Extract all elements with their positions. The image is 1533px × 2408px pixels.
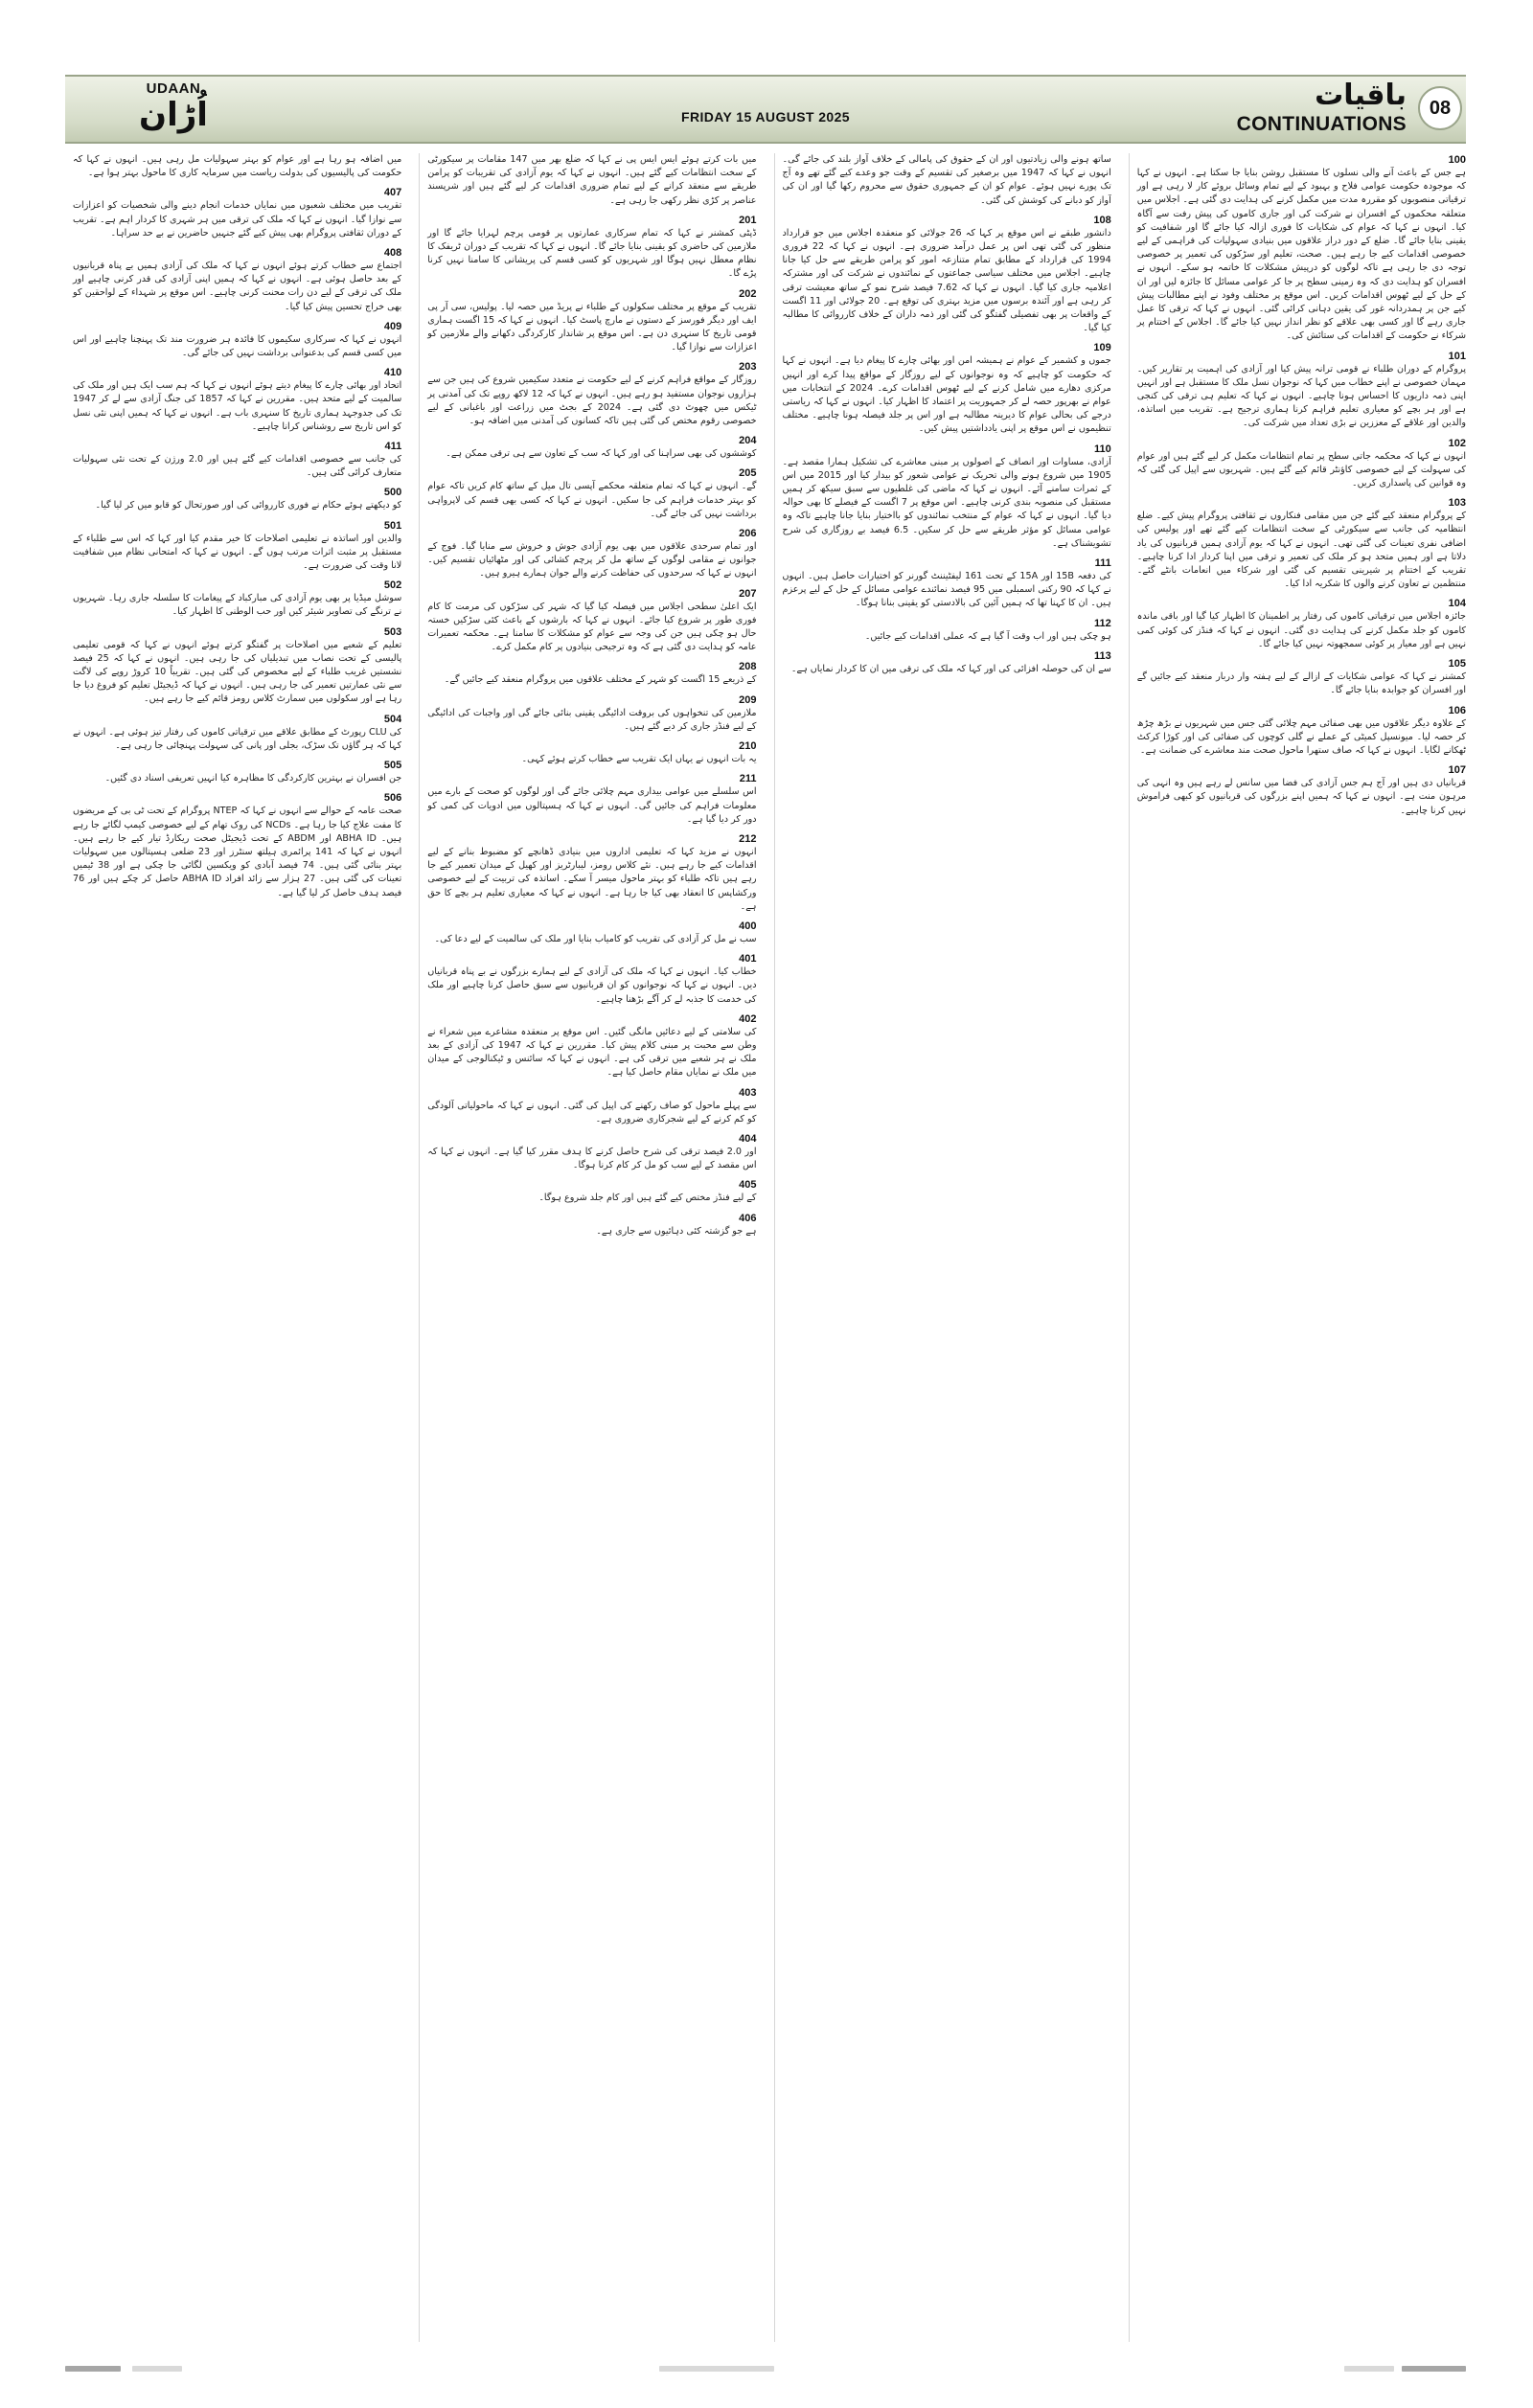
article-item xyxy=(73,320,401,360)
item-text: انہوں نے کہا کہ سرکاری سکیموں کا فائدہ ہر ضرورت مند تک پہنچنا چاہیے اور اس میں کسی قسم کی بدعنوانی برداشت نہیں کی جائے گی۔ xyxy=(73,333,402,359)
article-item xyxy=(427,153,756,208)
item-text: ڈپٹی کمشنر نے کہا کہ تمام سرکاری عمارتوں پر قومی پرچم لہرایا جائے گا اور ملازمین کی حاضری کو یقینی بنایا جائے گا۔ انہوں نے کہا کہ تقریب کے دوران ٹریفک کا نظام معطل نہیں ہوگا اور شہریوں کو کسی قسم کی پریشانی کا سامنا نہیں کرنا پڑے گا۔ xyxy=(427,227,757,280)
item-number: 503 xyxy=(383,625,402,638)
item-text: اتحاد اور بھائی چارے کا پیغام دیتے ہوئے انہوں نے کہا کہ ہم سب ایک ہیں اور ملک کی سالمیت کے لیے متحد ہیں۔ مقررین نے کہا کہ 1857 کی جنگ آزادی سے لے کر 1947 تک کی جدوجہد ہماری تاریخ کا سنہری باب ہے۔ انہوں نے کہا کہ ہمیں اپنی نئی نسل کو اس تاریخ سے روشناس کرانا چاہیے۔ xyxy=(73,380,402,432)
item-number: 204 xyxy=(739,435,757,447)
article-item xyxy=(427,527,756,581)
item-number: 502 xyxy=(383,579,402,592)
article-item xyxy=(1137,350,1466,431)
item-text: میں اضافہ ہو رہا ہے اور عوام کو بہتر سہولیات مل رہی ہیں۔ انہوں نے کہا کہ حکومت کی پالیسیوں کی بدولت ریاست میں سرمایہ کاری کا ماحول بہتر ہوا ہے۔ xyxy=(73,154,402,179)
item-text: جموں و کشمیر کے عوام نے ہمیشہ امن اور بھائی چارے کا پیغام دیا ہے۔ انہوں نے کہا کہ حکومت کو چاہیے کہ وہ نوجوانوں کے لیے روزگار کے مواقع پیدا کرے اور انہیں مرکزی دھارے میں شامل کرنے کے لیے ٹھوس اقدامات کرے۔ 2024 کے انتخابات میں عوام نے بھرپور حصہ لے کر جمہوریت پر اعتماد کا اظہار کیا۔ انہوں نے کہا کہ ریاستی درجے کی بحالی عوام کا دیرینہ مطالبہ ہے اور اس پر جلد فیصلہ ہونا چاہیے۔ مختلف تنظیموں نے اس موقع پر اپنی یادداشتیں پیش کیں۔ xyxy=(782,355,1111,435)
text-column xyxy=(1129,153,1466,2342)
item-number: 100 xyxy=(1448,154,1466,166)
item-number: 111 xyxy=(1094,557,1111,570)
article-item xyxy=(1137,704,1466,759)
item-text: والدین اور اساتذہ نے تعلیمی اصلاحات کا خیر مقدم کیا اور کہا کہ اس سے طلباء کے مستقبل پر مثبت اثرات مرتب ہوں گے۔ انہوں نے کہا کہ امتحانی نظام میں شفافیت لانا وقت کی ضرورت ہے۔ xyxy=(73,533,402,572)
article-item xyxy=(783,557,1111,611)
item-text: اس سلسلے میں عوامی بیداری مہم چلائی جائے گی اور لوگوں کو صحت کے بارے میں معلومات فراہم کی جائیں گی۔ انہوں نے کہا کہ ہسپتالوں میں ادویات کی کمی کو دور کر دیا گیا ہے۔ xyxy=(427,786,757,825)
article-item xyxy=(427,466,756,521)
item-text: کے لیے فنڈز مختص کیے گئے ہیں اور کام جلد شروع ہوگا۔ xyxy=(538,1193,757,1204)
article-item xyxy=(427,1012,756,1080)
article-item xyxy=(427,1212,756,1238)
article-item xyxy=(1137,496,1466,591)
section-title-en: CONTINUATIONS xyxy=(1236,113,1407,135)
footer-bar xyxy=(1402,2366,1466,2372)
article-item xyxy=(1137,763,1466,818)
item-number: 104 xyxy=(1448,598,1466,610)
item-number: 411 xyxy=(384,441,402,453)
article-item xyxy=(427,1132,756,1172)
item-number: 107 xyxy=(1448,764,1466,777)
item-number: 500 xyxy=(383,487,402,499)
article-item xyxy=(1137,153,1466,344)
item-number: 211 xyxy=(739,773,757,785)
item-text: کی جانب سے خصوصی اقدامات کیے گئے ہیں اور 2.0 ورژن کے تحت نئی سہولیات متعارف کرائی گئی ہیں۔ xyxy=(73,454,402,479)
item-number: 506 xyxy=(383,792,402,805)
item-number: 501 xyxy=(383,519,402,532)
item-text: کے علاوہ دیگر علاقوں میں بھی صفائی مہم چلائی گئی جس میں شہریوں نے بڑھ چڑھ کر حصہ لیا۔ میونسپل کمیٹی کے عملے نے گلی کوچوں کی صفائی کی اور کوڑا کرکٹ ٹھکانے لگایا۔ انہوں نے کہا کہ صاف ستھرا ماحول صحت مند معاشرے کی ضمانت ہے۔ xyxy=(1136,717,1466,756)
article-item xyxy=(783,617,1111,644)
article-item xyxy=(427,739,756,766)
item-number: 109 xyxy=(1093,342,1111,354)
article-item xyxy=(427,360,756,428)
item-number: 410 xyxy=(383,367,402,379)
article-item xyxy=(73,713,401,753)
item-text: ہے جس کے باعث آنے والی نسلوں کا مستقبل روشن بنایا جا سکتا ہے۔ انہوں نے کہا کہ موجودہ حکومت عوامی فلاح و بہبود کے لیے تمام وسائل بروئے کار لا رہی ہے اور ترقیاتی منصوبوں کو مقررہ مدت میں مکمل کرنے کی ہدایت دی گئی ہے۔ اجلاس میں متعلقہ محکموں کے افسران نے شرکت کی اور جاری کاموں کی پیش رفت سے آگاہ کیا۔ انہوں نے کہا کہ عوام کی شکایات کا فوری ازالہ کیا جائے گا اور شفافیت کو یقینی بنایا جائے گا۔ ضلع کے دور دراز علاقوں میں بنیادی سہولیات کی فراہمی کے لیے خصوصی اقدامات کیے جا رہے ہیں۔ صحت، تعلیم اور سڑکوں کی تعمیر پر خصوصی توجہ دی جا رہی ہے تاکہ لوگوں کو درپیش مشکلات کا خاتمہ ہو سکے۔ انہوں نے افسران کو ہدایت دی کہ وہ زمینی سطح پر جا کر عوامی مسائل کا جائزہ لیں اور ان کے حل کے لیے ٹھوس اقدامات کریں۔ اس موقع پر مختلف وفود نے اپنے مطالبات پیش کیے جن پر ہمدردانہ غور کی یقین دہانی کرائی گئی۔ انہوں نے کہا کہ ترقی کا عمل جاری رہے گا اور کسی بھی علاقے کو نظر انداز نہیں کیا جائے گا۔ اجلاس کے اختتام پر شرکاء نے حکومت کے اقدامات کی ستائش کی۔ xyxy=(1136,168,1466,342)
item-text: ہو چکی ہیں اور اب وقت آ گیا ہے کہ عملی اقدامات کیے جائیں۔ xyxy=(864,630,1111,642)
item-number: 102 xyxy=(1448,437,1466,449)
item-text: گے۔ انہوں نے کہا کہ تمام متعلقہ محکمے آپسی تال میل کے ساتھ کام کریں تاکہ عوام کو بہتر خدمات فراہم کی جا سکیں۔ انہوں نے کہا کہ کسی بھی قسم کی لاپرواہی برداشت نہیں کی جائے گی۔ xyxy=(427,481,757,519)
item-text: اور 2.0 فیصد ترقی کی شرح حاصل کرنے کا ہدف مقرر کیا گیا ہے۔ انہوں نے کہا کہ اس مقصد کے لیے سب کو مل کر کام کرنا ہوگا۔ xyxy=(427,1146,757,1171)
item-number: 504 xyxy=(383,713,402,725)
item-text: ساتھ ہونے والی زیادتیوں اور ان کے حقوق کی پامالی کے خلاف آواز بلند کی جائے گی۔ انہوں نے کہا کہ 1947 میں برصغیر کی تقسیم کے وقت جو وعدے کیے گئے تھے وہ آج تک پورے نہیں ہوئے۔ عوام کو ان کے جمہوری حقوق سے محروم رکھا گیا اور ان کی آواز کو دبانے کی کوشش کی گئی۔ xyxy=(782,154,1111,206)
article-item xyxy=(427,952,756,1007)
article-item xyxy=(73,625,401,707)
section-title-ur: باقیات xyxy=(1315,79,1407,112)
article-item xyxy=(73,366,401,434)
item-text: کی دفعہ 15B اور 15A کے تحت 161 لیفٹیننٹ گورنر کو اختیارات حاصل ہیں۔ انہوں نے کہا کہ 90 رکنی اسمبلی میں 95 فیصد نمائندے عوامی مسائل کے حل کے لیے پرعزم ہیں۔ ان کا کہنا تھا کہ ہمیں آئین کی بالادستی کو یقینی بنانا ہوگا۔ xyxy=(782,571,1111,609)
article-item xyxy=(427,214,756,282)
item-text: ہے جو گزشتہ کئی دہائیوں سے جاری ہے۔ xyxy=(596,1225,757,1237)
footer-bar xyxy=(659,2366,774,2372)
item-text: کے ذریعے 15 اگست کو شہر کے مختلف علاقوں میں پروگرام منعقد کیے جائیں گے۔ xyxy=(444,674,757,686)
item-number: 110 xyxy=(1094,443,1111,455)
item-number: 212 xyxy=(739,832,757,845)
article-item xyxy=(73,440,401,480)
article-item xyxy=(783,649,1111,676)
item-text: اور تمام سرحدی علاقوں میں بھی یوم آزادی جوش و خروش سے منایا گیا۔ فوج کے جوانوں نے مقامی لوگوں کے ساتھ مل کر پرچم کشائی کی اور مٹھائیاں تقسیم کیں۔ انہوں نے کہا کہ سرحدوں کی حفاظت کرنے والے جوان ہمارے ہیرو ہیں۔ xyxy=(427,541,757,579)
item-text: قربانیاں دی ہیں اور آج ہم جس آزادی کی فضا میں سانس لے رہے ہیں وہ انہی کی مرہون منت ہے۔ انہوں نے کہا کہ ہمیں اپنے بزرگوں کی قربانیوں کو کبھی فراموش نہیں کرنا چاہیے۔ xyxy=(1136,778,1466,816)
article-item xyxy=(427,1086,756,1126)
footer-bar xyxy=(1344,2366,1394,2372)
article-item xyxy=(427,693,756,734)
item-text: سب نے مل کر آزادی کی تقریب کو کامیاب بنایا اور ملک کی سالمیت کے لیے دعا کی۔ xyxy=(434,933,757,944)
text-column xyxy=(419,153,756,2342)
item-text: تعلیم کے شعبے میں اصلاحات پر گفتگو کرتے ہوئے انہوں نے کہا کہ قومی تعلیمی پالیسی کے تحت نصاب میں تبدیلیاں کی جا رہی ہیں۔ انہوں نے کہا کہ 25 فیصد نشستیں غریب طلباء کے لیے مخصوص کی گئی ہیں۔ تقریباً 10 کروڑ روپے کی لاگت سے نئی عمارتیں تعمیر کی جا رہی ہیں۔ انہوں نے کہا کہ ڈیجیٹل تعلیم کو فروغ دیا جا رہا ہے اور سکولوں میں سمارٹ کلاس رومز قائم کیے جا رہے ہیں۔ xyxy=(73,639,402,705)
article-item xyxy=(427,660,756,687)
item-text: کو دیکھتے ہوئے حکام نے فوری کارروائی کی اور صورتحال کو قابو میں کر لیا گیا۔ xyxy=(95,500,402,511)
article-item xyxy=(427,287,756,355)
item-number: 402 xyxy=(739,1012,757,1025)
item-text: میں بات کرتے ہوئے ایس ایس پی نے کہا کہ ضلع بھر میں 147 مقامات پر سیکورٹی کے سخت انتظامات کیے گئے ہیں۔ انہوں نے کہا کہ یوم آزادی کی تقریبات کو پرامن طریقے سے منعقد کرانے کے لیے تمام ضروری اقدامات کر لیے گئے ہیں اور شرپسند عناصر پر کڑی نظر رکھی جا رہی ہے۔ xyxy=(427,154,757,206)
item-text: یہ بات انہوں نے یہاں ایک تقریب سے خطاب کرتے ہوئے کہی۔ xyxy=(521,754,757,765)
article-item xyxy=(783,153,1111,208)
item-text: کی سلامتی کے لیے دعائیں مانگی گئیں۔ اس موقع پر منعقدہ مشاعرے میں شعراء نے وطن سے محبت پر مبنی کلام پیش کیا۔ مقررین نے کہا کہ 1947 کی آزادی کے بعد ملک نے ہر شعبے میں ترقی کی ہے۔ انہوں نے کہا کہ سائنس و ٹیکنالوجی کے میدان میں ملک نے نمایاں مقام حاصل کیا ہے۔ xyxy=(427,1026,757,1079)
item-number: 505 xyxy=(383,760,402,772)
item-text: جن افسران نے بہترین کارکردگی کا مظاہرہ کیا انہیں تعریفی اسناد دی گئیں۔ xyxy=(104,773,402,784)
article-item xyxy=(427,772,756,827)
item-number: 112 xyxy=(1094,617,1111,629)
item-text: ایک اعلیٰ سطحی اجلاس میں فیصلہ کیا گیا کہ شہر کی سڑکوں کی مرمت کا کام فوری طور پر شروع کیا جائے۔ انہوں نے کہا کہ بارشوں کے باعث کئی سڑکیں خستہ حال ہو چکی ہیں جن کی وجہ سے عوام کو مشکلات کا سامنا ہے۔ محکمہ تعمیرات عامہ کو ہدایت دی گئی ہے کہ وہ ترجیحی بنیادوں پر کام مکمل کرے۔ xyxy=(427,601,757,653)
footer-bar xyxy=(65,2366,121,2372)
item-text: تقریب میں مختلف شعبوں میں نمایاں خدمات انجام دینے والی شخصیات کو اعزازات سے نوازا گیا۔ انہوں نے کہا کہ ملک کی ترقی میں ہر شہری کا کردار اہم ہے۔ تقریب کے دوران ثقافتی پروگرام بھی پیش کیے گئے جنہیں حاضرین نے بے حد سراہا۔ xyxy=(73,200,402,239)
article-item xyxy=(73,519,401,574)
article-item xyxy=(783,443,1111,551)
item-number: 205 xyxy=(739,467,757,480)
item-number: 101 xyxy=(1448,350,1466,362)
item-text: کمشنر نے کہا کہ عوامی شکایات کے ازالے کے لیے ہفتہ وار دربار منعقد کیے جائیں گے اور افسران کو جوابدہ بنایا جائے گا۔ xyxy=(1136,671,1466,696)
item-number: 404 xyxy=(739,1132,757,1145)
article-item xyxy=(73,759,401,785)
brand-name-ur: اُڑان xyxy=(139,96,208,134)
article-columns xyxy=(65,153,1466,2342)
item-number: 409 xyxy=(383,320,402,332)
item-number: 400 xyxy=(739,920,757,932)
item-text: خطاب کیا۔ انہوں نے کہا کہ ملک کی آزادی کے لیے ہمارے بزرگوں نے بے پناہ قربانیاں دیں۔ انہوں نے کہا کہ نوجوانوں کو ان قربانیوں سے سبق حاصل کرنا چاہیے اور ملک کی خدمت کا جذبہ لے کر آگے بڑھنا چاہیے۔ xyxy=(427,966,757,1005)
item-number: 201 xyxy=(739,214,757,226)
item-text: کوششوں کی بھی سراہنا کی اور کہا کہ سب کے تعاون سے ہی ترقی ممکن ہے۔ xyxy=(446,448,757,460)
item-number: 403 xyxy=(739,1086,757,1099)
item-text: روزگار کے مواقع فراہم کرنے کے لیے حکومت نے متعدد سکیمیں شروع کی ہیں جن سے ہزاروں نوجوان مستفید ہو رہے ہیں۔ انہوں نے کہا کہ 12 لاکھ روپے تک کی آمدنی پر ٹیکس میں چھوٹ دی گئی ہے۔ 2024 کے بجٹ میں زراعت اور باغبانی کے لیے خصوصی رقوم مختص کی گئی ہیں تاکہ کسانوں کی آمدنی میں اضافہ ہو۔ xyxy=(427,375,757,427)
article-item xyxy=(427,1178,756,1205)
item-number: 108 xyxy=(1093,214,1111,226)
item-text: جائزہ اجلاس میں ترقیاتی کاموں کی رفتار پر اطمینان کا اظہار کیا گیا اور باقی ماندہ کاموں کو جلد مکمل کرنے کی ہدایت دی گئی۔ انہوں نے کہا کہ فنڈز کی کوئی کمی نہیں ہے اور معیار پر کوئی سمجھوتہ نہیں کیا جائے گا۔ xyxy=(1136,611,1466,649)
item-text: سے ان کی حوصلہ افزائی کی اور کہا کہ ملک کی ترقی میں ان کا کردار نمایاں ہے۔ xyxy=(790,663,1111,674)
article-item xyxy=(783,214,1111,336)
article-item xyxy=(73,153,401,180)
page-number-badge: 08 xyxy=(1418,86,1462,130)
section-title xyxy=(1237,79,1407,136)
article-item xyxy=(1137,437,1466,491)
item-number: 106 xyxy=(1448,704,1466,716)
masthead xyxy=(65,75,1466,144)
item-number: 405 xyxy=(739,1179,757,1192)
article-item xyxy=(1137,597,1466,651)
article-item xyxy=(73,791,401,899)
item-number: 103 xyxy=(1448,497,1466,510)
item-text: سے پہلے ماحول کو صاف رکھنے کی اپیل کی گئی۔ انہوں نے کہا کہ ماحولیاتی آلودگی کو کم کرنے کے لیے شجرکاری ضروری ہے۔ xyxy=(427,1100,757,1124)
item-number: 203 xyxy=(739,361,757,374)
item-number: 210 xyxy=(739,740,757,753)
brand-name-en: UDAAN xyxy=(146,80,201,97)
issue-date: FRIDAY 15 AUGUST 2025 xyxy=(681,109,850,125)
item-text: تقریب کے موقع پر مختلف سکولوں کے طلباء نے پریڈ میں حصہ لیا۔ پولیس، سی آر پی ایف اور دیگر فورسز کے دستوں نے مارچ پاسٹ کیا۔ انہوں نے کہا کہ 15 اگست ہماری قومی تاریخ کا سنہری دن ہے۔ اس موقع پر شاندار کارکردگی دکھانے والے ملازمین کو اعزازات سے نوازا گیا۔ xyxy=(427,301,757,353)
article-item xyxy=(73,486,401,512)
item-text: کی CLU رپورٹ کے مطابق علاقے میں ترقیاتی کاموں کی رفتار تیز ہوئی ہے۔ انہوں نے کہا کہ ہر گاؤں تک سڑک، بجلی اور پانی کی سہولت پہنچائی جا رہی ہے۔ xyxy=(73,726,402,751)
item-number: 408 xyxy=(383,247,402,260)
item-number: 407 xyxy=(383,187,402,199)
article-item xyxy=(783,341,1111,436)
item-number: 206 xyxy=(739,528,757,540)
item-text: انہوں نے کہا کہ محکمہ جاتی سطح پر تمام انتظامات مکمل کر لیے گئے ہیں اور عوام کی سہولت کے لیے خصوصی کاؤنٹر قائم کیے گئے ہیں۔ شہریوں سے اپیل کی گئی کہ وہ قوانین کی پاسداری کریں۔ xyxy=(1136,450,1466,489)
item-text: سوشل میڈیا پر بھی یوم آزادی کی مبارکباد کے پیغامات کا سلسلہ جاری رہا۔ شہریوں نے ترنگے کی تصاویر شیئر کیں اور حب الوطنی کا اظہار کیا۔ xyxy=(73,593,402,618)
article-item xyxy=(427,434,756,461)
item-number: 207 xyxy=(739,587,757,600)
article-item xyxy=(73,246,401,314)
item-number: 406 xyxy=(739,1212,757,1224)
text-column xyxy=(774,153,1111,2342)
item-number: 202 xyxy=(739,287,757,300)
article-item xyxy=(1137,657,1466,697)
item-text: پروگرام کے دوران طلباء نے قومی ترانہ پیش کیا اور آزادی کی اہمیت پر تقاریر کیں۔ مہمان خصوصی نے اپنے خطاب میں کہا کہ نوجوان نسل ملک کا مستقبل ہے اور انہیں اپنی ذمہ داریوں کا احساس ہونا چاہیے۔ انہوں نے کہا کہ تعلیم ہی ترقی کی کنجی ہے اور ہر بچے کو معیاری تعلیم فراہم کرنا ہماری ترجیح ہے۔ تقریب میں اساتذہ، والدین اور علاقے کے معززین نے بڑی تعداد میں شرکت کی۔ xyxy=(1136,363,1466,429)
item-text: آزادی، مساوات اور انصاف کے اصولوں پر مبنی معاشرے کی تشکیل ہمارا مقصد ہے۔ 1905 میں شروع ہونے والی تحریک نے عوامی شعور کو بیدار کیا اور 2015 میں اس کے ثمرات سامنے آئے۔ انہوں نے کہا کہ ماضی کی غلطیوں سے سبق سیکھ کر ہمیں مستقبل کی منصوبہ بندی کرنی چاہیے۔ اس موقع پر 7 اگست کے فیصلے کا بھی حوالہ دیا گیا۔ انہوں نے کہا کہ عوام کے منتخب نمائندوں کو بااختیار بنایا جانا چاہیے تاکہ وہ عوامی مسائل کو مؤثر طریقے سے حل کر سکیں۔ 6.5 فیصد بے روزگاری کی شرح تشویشناک ہے۔ xyxy=(782,456,1111,549)
item-text: دانشور طبقے نے اس موقع پر کہا کہ 26 جولائی کو منعقدہ اجلاس میں جو قرارداد منظور کی گئی تھی اس پر عمل درآمد ضروری ہے۔ انہوں نے کہا کہ 22 فروری 1994 کی قرارداد کے مطابق تمام متنازعہ امور کو پرامن طریقے سے حل کیا جانا چاہیے۔ اجلاس میں مختلف سیاسی جماعتوں کے نمائندوں نے شرکت کی اور مشترکہ اعلامیہ جاری کیا گیا۔ انہوں نے کہا کہ 7.62 فیصد شرح نمو کے ساتھ معیشت ترقی کر رہی ہے اور آئندہ برسوں میں مزید بہتری کی توقع ہے۔ 20 جولائی اور 11 اگست کے واقعات پر بھی تفصیلی گفتگو کی گئی اور ذمہ داران کے خلاف کارروائی کا مطالبہ کیا گیا۔ xyxy=(782,227,1111,334)
text-column xyxy=(65,153,401,2342)
item-text: صحت عامہ کے حوالے سے انہوں نے کہا کہ NTEP پروگرام کے تحت ٹی بی کے مریضوں کا مفت علاج کیا جا رہا ہے۔ NCDs کی روک تھام کے لیے خصوصی کیمپ لگائے جا رہے ہیں۔ ABHA ID اور ABDM کے تحت ڈیجیٹل صحت ریکارڈ تیار کیے جا رہے ہیں۔ انہوں نے کہا کہ 141 پرائمری ہیلتھ سنٹرز اور 23 ضلعی ہسپتالوں میں سہولیات بہتر بنائی گئی ہیں۔ 74 فیصد آبادی کو ویکسین لگائی جا چکی ہے اور 38 ٹیمیں تعینات کی گئی ہیں۔ 27 ہزار سے زائد افراد ABHA ID حاصل کر چکے ہیں اور 76 فیصد ہدف حاصل کر لیا گیا ہے۔ xyxy=(73,806,402,898)
brand-logo xyxy=(121,80,226,133)
article-item xyxy=(427,832,756,914)
article-item xyxy=(427,920,756,946)
article-item xyxy=(73,579,401,619)
item-number: 208 xyxy=(739,661,757,673)
item-text: انہوں نے مزید کہا کہ تعلیمی اداروں میں بنیادی ڈھانچے کو مضبوط بنانے کے لیے اقدامات کیے جا رہے ہیں۔ نئے کلاس رومز، لیبارٹریز اور کھیل کے میدان تعمیر کیے جا رہے ہیں تاکہ طلباء کو بہتر ماحول میسر آ سکے۔ اساتذہ کی تربیت کے لیے خصوصی ورکشاپس کا انعقاد بھی کیا جا رہا ہے۔ انہوں نے کہا کہ معیاری تعلیم ہر بچے کا حق ہے۔ xyxy=(427,846,757,912)
item-number: 401 xyxy=(739,953,757,965)
item-number: 209 xyxy=(739,693,757,706)
item-text: اجتماع سے خطاب کرتے ہوئے انہوں نے کہا کہ ملک کی آزادی ہمیں بے پناہ قربانیوں کے بعد حاصل ہوئی ہے۔ انہوں نے کہا کہ ہمیں اپنی آزادی کی قدر کرنی چاہیے اور ملک کی ترقی کے لیے دن رات محنت کرنی چاہیے۔ اس موقع پر شہداء کے لواحقین کو بھی خراج تحسین پیش کیا گیا۔ xyxy=(73,261,402,312)
item-text: کے پروگرام منعقد کیے گئے جن میں مقامی فنکاروں نے ثقافتی پروگرام پیش کیے۔ ضلع انتظامیہ کی جانب سے سیکورٹی کے سخت انتظامات کیے گئے تھے اور پولیس کی اضافی نفری تعینات کی گئی تھی۔ انہوں نے کہا کہ یوم آزادی ہمیں قربانیوں کی یاد دلاتا ہے اور ہمیں متحد ہو کر ملک کی تعمیر و ترقی میں اپنا کردار ادا کرنا چاہیے۔ تقریب کے اختتام پر شیرینی تقسیم کی گئی اور شرکاء میں انعامات بانٹے گئے۔ منتظمین نے تعاون کرنے والوں کا شکریہ ادا کیا۔ xyxy=(1136,511,1466,590)
footer-bar xyxy=(132,2366,182,2372)
item-number: 105 xyxy=(1448,658,1466,670)
article-item xyxy=(73,186,401,240)
article-item xyxy=(427,587,756,655)
item-text: ملازمین کی تنخواہوں کی بروقت ادائیگی یقینی بنائی جائے گی اور واجبات کی ادائیگی کے لیے فنڈز جاری کر دیے گئے ہیں۔ xyxy=(427,707,757,732)
item-number: 113 xyxy=(1094,649,1111,662)
footer-rule xyxy=(65,2366,1466,2374)
